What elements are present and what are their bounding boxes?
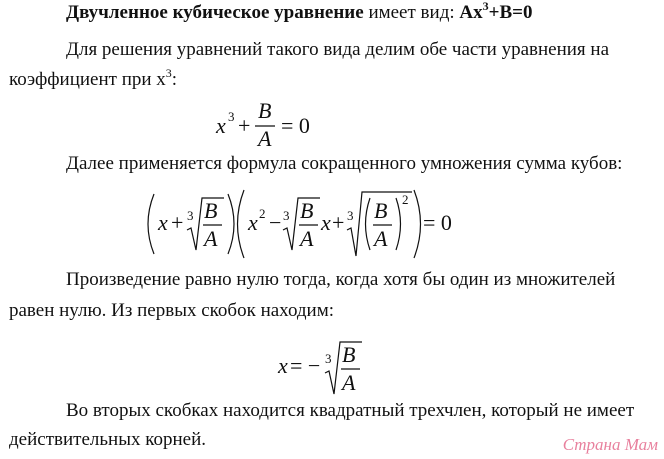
f2-sq-exp: 2	[402, 192, 409, 207]
f2-num1: B	[204, 198, 218, 223]
formula-normalized	[210, 98, 320, 152]
f3-num: B	[342, 342, 356, 367]
para2-line1: Далее применяется формула сокращенного умножения сумма кубов:	[66, 153, 623, 174]
para3-line1: Произведение равно нулю тогда, когда хотя бы один из множителей	[66, 269, 616, 290]
f3-root-index: 3	[325, 351, 332, 366]
f2-root-index3: 3	[347, 208, 354, 223]
f2-rparen-2	[414, 190, 421, 258]
f2-plus1: +	[171, 210, 184, 235]
f2-lparen-1	[148, 194, 154, 254]
formula-root	[270, 336, 370, 398]
f2-den2: A	[300, 226, 314, 251]
f2-den3: A	[374, 226, 388, 251]
f1-x: x	[216, 113, 226, 138]
f2-rparen-inner	[396, 198, 401, 250]
para1-line1: Для решения уравнений такого вида делим обе части уравнения на	[66, 39, 610, 60]
f1-equals: = 0	[281, 113, 310, 138]
heading-term: Двучленное кубическое уравнение	[66, 2, 364, 23]
f1-exp: 3	[228, 109, 235, 124]
f1-den: A	[258, 126, 272, 151]
heading-equation: $Ax^3+B=0$	[459, 0, 533, 23]
f2-plus2: +	[332, 210, 345, 235]
formula-sum-of-cubes	[140, 184, 460, 264]
f3-equals-minus: = −	[290, 353, 321, 378]
para4-line2: действительных корней.	[9, 429, 206, 450]
f2-den1: A	[204, 226, 218, 251]
f2-x2-exp: 2	[259, 206, 266, 221]
f2-lparen-inner	[366, 198, 371, 250]
para1-line2: коэффициент при $x^3$:	[9, 66, 178, 90]
f1-num: B	[258, 98, 272, 123]
f2-num2: B	[300, 198, 314, 223]
f2-x1: x	[158, 210, 168, 235]
heading-line	[66, 2, 532, 24]
f2-num3: B	[374, 198, 388, 223]
f3-den: A	[342, 370, 356, 395]
f2-lparen-2	[238, 190, 245, 258]
para4-line1: Во вторых скобках находится квадратный трехчлен, который не имеет	[66, 400, 635, 421]
f2-root-index1: 3	[187, 208, 194, 223]
site-watermark: Страна Мам	[562, 435, 658, 454]
f2-rparen-1	[228, 194, 234, 254]
f2-equals: = 0	[423, 210, 452, 235]
f2-x-mid: x	[321, 210, 331, 235]
f2-x2: x	[248, 210, 258, 235]
f3-x: x	[278, 353, 288, 378]
para3-line2: равен нулю. Из первых скобок находим:	[9, 300, 335, 321]
f2-minus: −	[269, 210, 282, 235]
f1-plus: +	[238, 113, 251, 138]
heading-rest: имеет вид:	[363, 2, 460, 23]
f2-root-index2: 3	[283, 208, 290, 223]
